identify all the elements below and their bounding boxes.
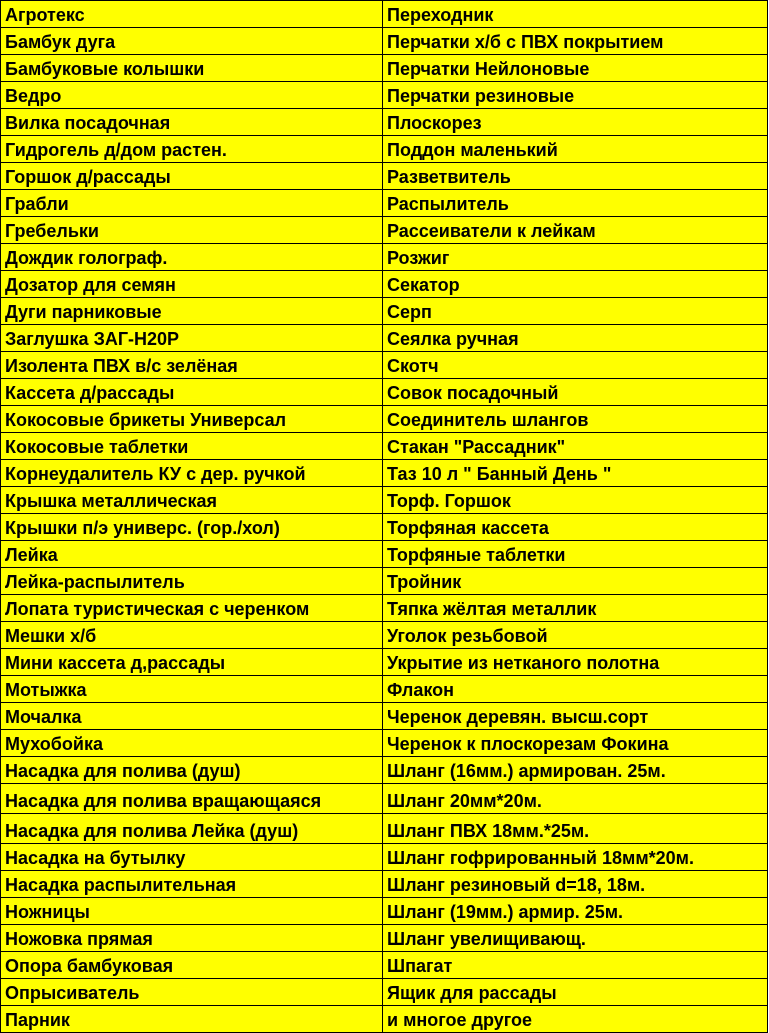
table-row: [1, 622, 768, 649]
left-cell: Насадка распылительная: [1, 871, 383, 898]
right-cell: Шланг гофрированный 18мм*20м.: [383, 844, 768, 871]
left-cell: Насадка для полива (душ): [1, 757, 383, 784]
left-cell: Опора бамбуковая: [1, 952, 383, 979]
table-row: [1, 568, 768, 595]
left-cell: Опрысиватель: [1, 979, 383, 1006]
right-cell: Шланг (16мм.) армирован. 25м.: [383, 757, 768, 784]
right-cell: Черенок деревян. высш.сорт: [383, 703, 768, 730]
right-cell: и многое другое: [383, 1006, 768, 1033]
table-row: [1, 1006, 768, 1033]
left-cell: Ведро: [1, 82, 383, 109]
right-cell: Стакан "Рассадник": [383, 433, 768, 460]
right-cell: Розжиг: [383, 244, 768, 271]
left-cell: Гидрогель д/дом растен.: [1, 136, 383, 163]
table-row: [1, 952, 768, 979]
product-list-body: [1, 1, 768, 1033]
left-cell: Мешки х/б: [1, 622, 383, 649]
left-cell: Ножовка прямая: [1, 925, 383, 952]
right-cell: Перчатки Нейлоновые: [383, 55, 768, 82]
right-cell: Таз 10 л " Банный День ": [383, 460, 768, 487]
table-row: [1, 676, 768, 703]
table-row: [1, 757, 768, 784]
table-row: [1, 244, 768, 271]
left-cell: Бамбуковые колышки: [1, 55, 383, 82]
right-cell: Перчатки резиновые: [383, 82, 768, 109]
table-row: [1, 325, 768, 352]
table-row: [1, 433, 768, 460]
left-cell: Насадка для полива вращающаяся: [1, 784, 383, 814]
left-cell: Кассета д/рассады: [1, 379, 383, 406]
table-row: [1, 109, 768, 136]
table-row: [1, 82, 768, 109]
table-row: [1, 163, 768, 190]
table-row: [1, 925, 768, 952]
table-row: [1, 487, 768, 514]
right-cell: Уголок резьбовой: [383, 622, 768, 649]
table-row: [1, 784, 768, 814]
left-cell: Кокосовые таблетки: [1, 433, 383, 460]
left-cell: Гребельки: [1, 217, 383, 244]
left-cell: Вилка посадочная: [1, 109, 383, 136]
table-row: [1, 352, 768, 379]
left-cell: Мотыжка: [1, 676, 383, 703]
left-cell: Крышки п/э универс. (гор./хол): [1, 514, 383, 541]
right-cell: Шланг 20мм*20м.: [383, 784, 768, 814]
left-cell: Кокосовые брикеты Универсал: [1, 406, 383, 433]
table-row: [1, 406, 768, 433]
right-cell: Поддон маленький: [383, 136, 768, 163]
table-row: [1, 55, 768, 82]
left-cell: Мухобойка: [1, 730, 383, 757]
table-row: [1, 1, 768, 28]
table-row: [1, 871, 768, 898]
right-cell: Рассеиватели к лейкам: [383, 217, 768, 244]
table-row: [1, 217, 768, 244]
left-cell: Корнеудалитель КУ с дер. ручкой: [1, 460, 383, 487]
table-row: [1, 730, 768, 757]
table-row: [1, 460, 768, 487]
right-cell: Черенок к плоскорезам Фокина: [383, 730, 768, 757]
left-cell: Ножницы: [1, 898, 383, 925]
left-cell: Лопата туристическая с черенком: [1, 595, 383, 622]
right-cell: Тяпка жёлтая металлик: [383, 595, 768, 622]
table-row: [1, 703, 768, 730]
right-cell: Торфяная кассета: [383, 514, 768, 541]
left-cell: Лейка-распылитель: [1, 568, 383, 595]
right-cell: Укрытие из нетканого полотна: [383, 649, 768, 676]
left-cell: Изолента ПВХ в/с зелёная: [1, 352, 383, 379]
table-row: [1, 595, 768, 622]
right-cell: Соединитель шлангов: [383, 406, 768, 433]
right-cell: Ящик для рассады: [383, 979, 768, 1006]
left-cell: Мочалка: [1, 703, 383, 730]
right-cell: Торф. Горшок: [383, 487, 768, 514]
left-cell: Дуги парниковые: [1, 298, 383, 325]
left-cell: Бамбук дуга: [1, 28, 383, 55]
table-row: [1, 541, 768, 568]
table-row: [1, 898, 768, 925]
table-row: [1, 514, 768, 541]
left-cell: Грабли: [1, 190, 383, 217]
left-cell: Дозатор для семян: [1, 271, 383, 298]
right-cell: Шланг увелищивающ.: [383, 925, 768, 952]
table-row: [1, 136, 768, 163]
left-cell: Дождик голограф.: [1, 244, 383, 271]
table-row: [1, 298, 768, 325]
table-row: [1, 979, 768, 1006]
right-cell: Совок посадочный: [383, 379, 768, 406]
right-cell: Распылитель: [383, 190, 768, 217]
table-row: [1, 844, 768, 871]
right-cell: Перчатки х/б с ПВХ покрытием: [383, 28, 768, 55]
left-cell: Горшок д/рассады: [1, 163, 383, 190]
left-cell: Насадка на бутылку: [1, 844, 383, 871]
right-cell: Разветвитель: [383, 163, 768, 190]
right-cell: Шпагат: [383, 952, 768, 979]
table-row: [1, 649, 768, 676]
right-cell: Шланг резиновый d=18, 18м.: [383, 871, 768, 898]
left-cell: Мини кассета д,рассады: [1, 649, 383, 676]
left-cell: Парник: [1, 1006, 383, 1033]
left-cell: Агротекс: [1, 1, 383, 28]
right-cell: Плоскорез: [383, 109, 768, 136]
table-row: [1, 28, 768, 55]
right-cell: Шланг ПВХ 18мм.*25м.: [383, 814, 768, 844]
right-cell: Шланг (19мм.) армир. 25м.: [383, 898, 768, 925]
right-cell: Сеялка ручная: [383, 325, 768, 352]
left-cell: Лейка: [1, 541, 383, 568]
right-cell: Тройник: [383, 568, 768, 595]
left-cell: Насадка для полива Лейка (душ): [1, 814, 383, 844]
left-cell: Заглушка ЗАГ-Н20Р: [1, 325, 383, 352]
table-row: [1, 814, 768, 844]
right-cell: Секатор: [383, 271, 768, 298]
left-cell: Крышка металлическая: [1, 487, 383, 514]
right-cell: Торфяные таблетки: [383, 541, 768, 568]
table-row: [1, 379, 768, 406]
right-cell: Скотч: [383, 352, 768, 379]
right-cell: Флакон: [383, 676, 768, 703]
right-cell: Серп: [383, 298, 768, 325]
table-row: [1, 190, 768, 217]
table-row: [1, 271, 768, 298]
right-cell: Переходник: [383, 1, 768, 28]
